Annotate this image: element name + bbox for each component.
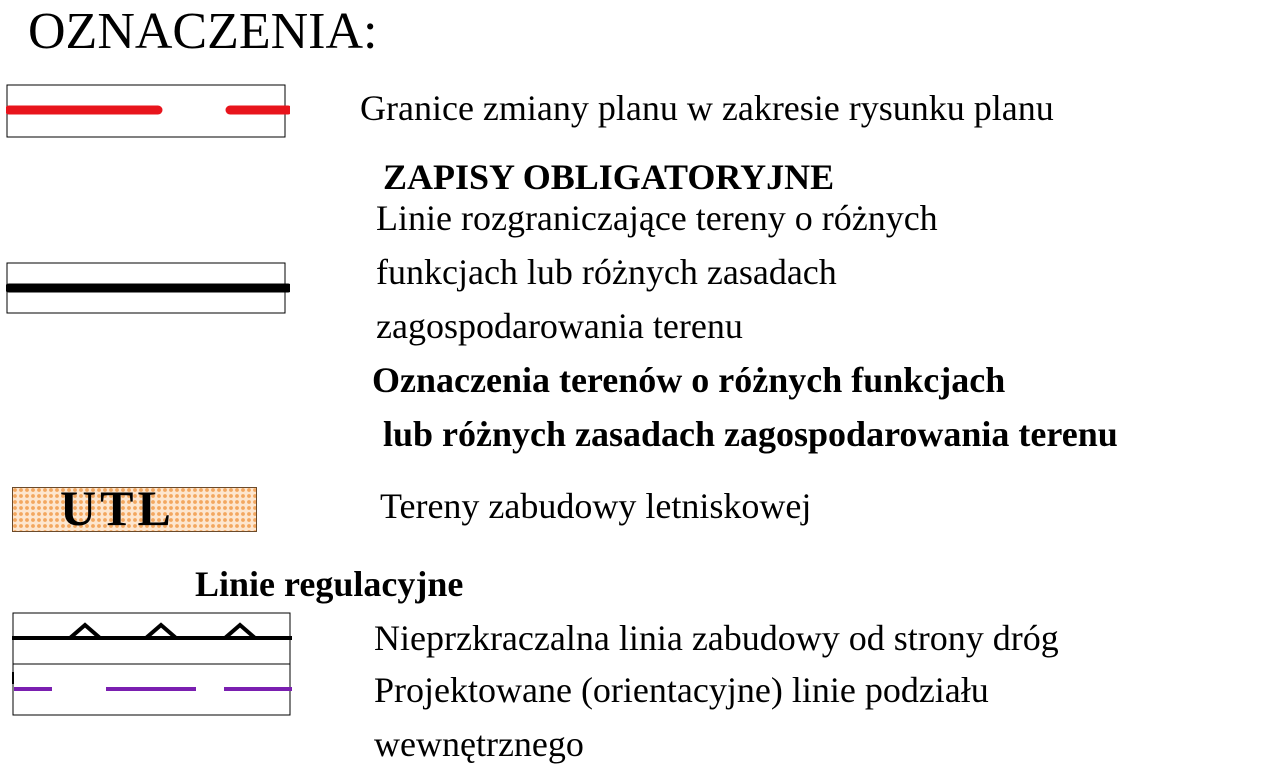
division-line-label-line-2: wewnętrznego	[374, 724, 584, 764]
demarcation-label-line-1: Linie rozgraniczające tereny o różnych	[376, 198, 938, 238]
demarcation-label-line-2: funkcjach lub różnych zasadach	[376, 252, 837, 292]
legend-title: OZNACZENIA:	[28, 3, 378, 60]
obligatory-records-heading: ZAPISY OBLIGATORYJNE	[383, 157, 835, 197]
division-line-label-line-1: Projektowane (orientacyjne) linie podziału	[374, 670, 989, 710]
demarcation-line-symbol	[6, 262, 290, 316]
designations-heading-line-2: lub różnych zasadach zagospodarowania terenu	[383, 414, 1118, 454]
utl-label: Tereny zabudowy letniskowej	[380, 486, 812, 526]
utl-code: UTL	[60, 480, 175, 536]
demarcation-label-line-3: zagospodarowania terenu	[376, 306, 743, 346]
plan-boundary-label: Granice zmiany planu w zakresie rysunku planu	[360, 88, 1054, 128]
building-line-label: Nieprzkraczalna linia zabudowy od strony dróg	[374, 618, 1059, 658]
plan-boundary-symbol	[6, 84, 290, 138]
regulation-lines-heading: Linie regulacyjne	[195, 564, 464, 604]
designations-heading-line-1: Oznaczenia terenów o różnych funkcjach	[372, 360, 1006, 400]
regulation-lines-symbol	[10, 612, 294, 718]
